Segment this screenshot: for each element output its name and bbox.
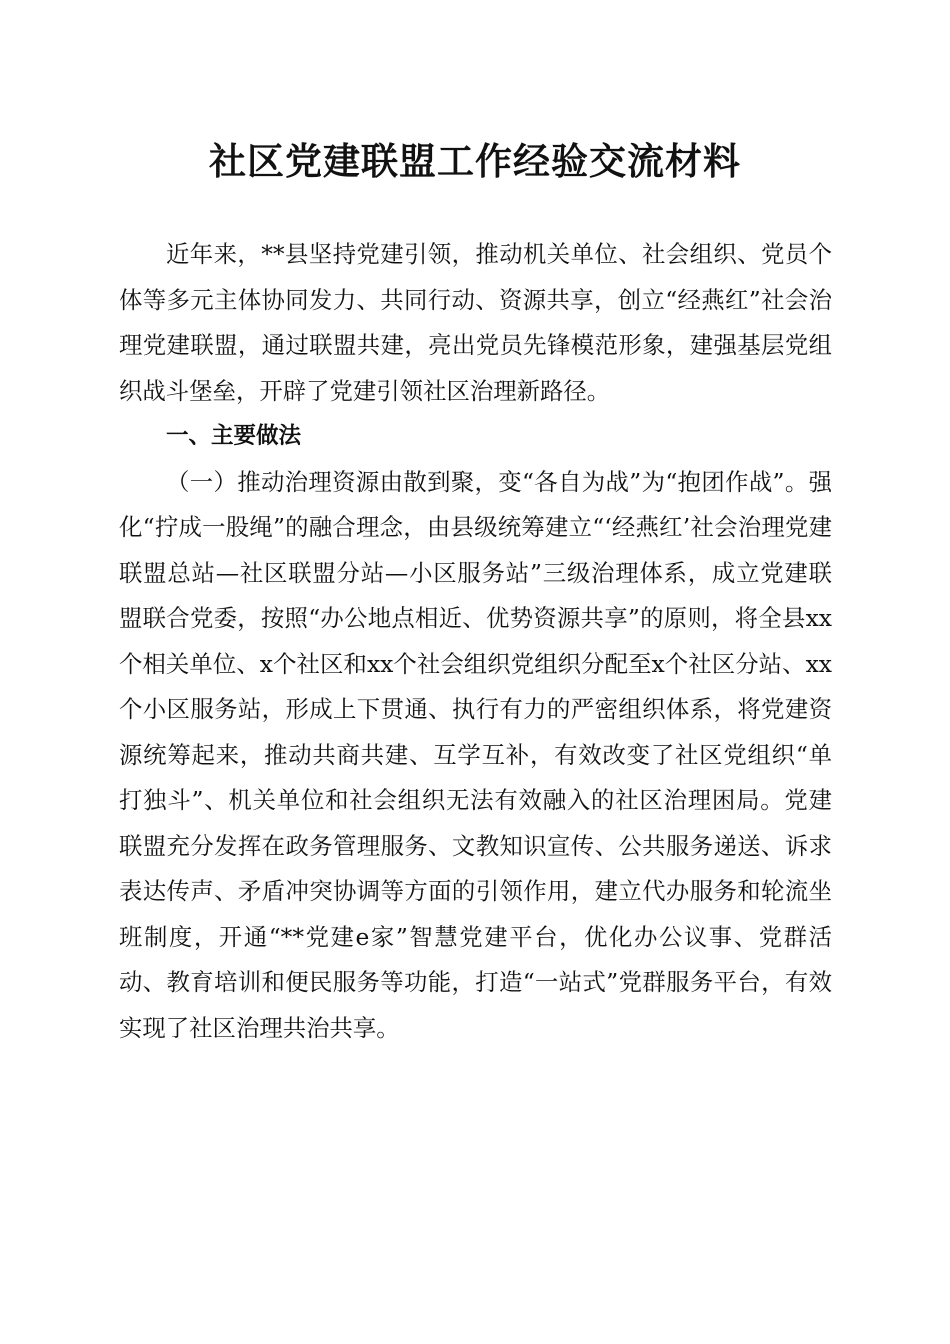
section-heading-main-practices: 一、主要做法 bbox=[166, 423, 302, 449]
document-body bbox=[119, 232, 832, 1051]
subsection-1-body: 强化“拧成一股绳”的融合理念，由县级统筹建立“‘经燕红’社会治理党建联盟总站—社区联盟分站—小区服务站”三级治理体系，成立党建联盟联合党委，按照“办公地点相近、优势资源共享”的原则，将全县xx个相关单位、x个社区和xx个社会组织党组织分配至x个社区分站、xx个小区服务站，形成上下贯通、执行有力的严密组织体系，将党建资源统筹起来，推动共商共建、互学互补，有效改变了社区党组织“单打独斗”、机关单位和社会组织无法有效融入的社区治理困局。党建联盟充分发挥在政务管理服务、文教知识宣传、公共服务递送、诉求表达传声、矛盾冲突协调等方面的引领作用，建立代办服务和轮流坐班制度，开通“**党建e家”智慧党建平台，优化办公议事、党群活动、教育培训和便民服务等功能，打造“一站式”党群服务平台，有效实现了社区治理共治共享。 bbox=[119, 467, 832, 1042]
document-title: 社区党建联盟工作经验交流材料 bbox=[209, 139, 741, 183]
subsection-1-paragraph bbox=[119, 460, 832, 1052]
intro-paragraph: 近年来，**县坚持党建引领，推动机关单位、社会组织、党员个体等多元主体协同发力、共同行动、资源共享，创立“经燕红”社会治理党建联盟，通过联盟共建，亮出党员先锋模范形象，建强基层党组织战斗堡垒，开辟了党建引领社区治理新路径。 bbox=[119, 240, 832, 405]
subsection-1-lead: （一）推动治理资源由散到聚，变“各自为战”为“抱团作战”。 bbox=[166, 467, 809, 496]
